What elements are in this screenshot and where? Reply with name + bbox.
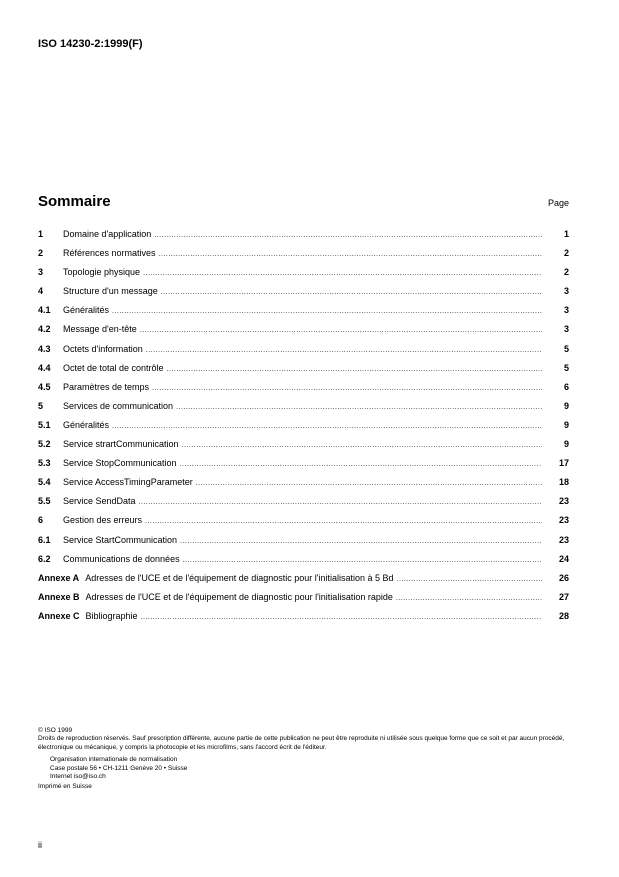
toc-entry-annex[interactable] (38, 611, 569, 630)
toc-leader-dots (154, 232, 542, 239)
toc-entry-label: Structure d'un message (63, 286, 158, 297)
toc-leader-dots (112, 423, 542, 430)
toc-entry-number: 5.1 (38, 419, 51, 430)
toc-entry-page: 5 (563, 343, 569, 354)
toc-entry[interactable] (38, 535, 569, 554)
toc-entry-page: 3 (563, 286, 569, 297)
toc-entry[interactable] (38, 458, 569, 477)
toc-entry[interactable] (38, 477, 569, 496)
toc-entry-label: Références normatives (63, 248, 156, 259)
toc-entry[interactable] (38, 248, 569, 267)
toc-leader-dots (176, 404, 542, 411)
toc-entry-number: 6 (38, 515, 44, 526)
toc-entry[interactable] (38, 439, 569, 458)
copyright-rights: Droits de reproduction réservés. Sauf prescription différente, aucune partie de cette publication ne peut être reproduite ni utilisée sous quelque forme que ce soit et par aucun procédé, électronique ou mécanique, y compris la photocopie et les microfilms, sans l'accord écrit de l'éditeur. (38, 735, 565, 751)
toc-entry-number: 6.2 (38, 553, 51, 564)
toc-leader-dots (146, 347, 542, 354)
toc-entry-page: 23 (558, 534, 569, 545)
toc-entry[interactable] (38, 324, 569, 343)
publisher-name: Organisation internationale de normalisation (50, 756, 178, 764)
page-number: ii (38, 840, 42, 850)
toc-entry-number: 5.3 (38, 458, 51, 469)
toc-entry[interactable] (38, 229, 569, 248)
toc-entry-page: 1 (563, 229, 569, 239)
toc-entry-page: 27 (558, 591, 569, 602)
toc-entry-page: 3 (563, 324, 569, 335)
toc-entry-number: 5.5 (38, 496, 51, 507)
toc-leader-dots (141, 614, 542, 621)
toc-leader-dots (145, 518, 542, 525)
toc-entry[interactable] (38, 267, 569, 286)
printed-in: Imprimé en Suisse (38, 783, 92, 791)
toc-entry-label: Topologie physique (63, 267, 141, 278)
toc-entry-label: Service StopCommunication (63, 458, 177, 469)
toc-leader-dots (167, 366, 542, 373)
toc-entry-number: 4.1 (38, 305, 51, 316)
toc-entry-page: 23 (558, 496, 569, 507)
toc-entry-label: Généralités (63, 419, 110, 430)
publisher-address (50, 756, 578, 781)
toc-entry[interactable] (38, 420, 569, 439)
toc-entry-page: 17 (558, 458, 569, 469)
toc-leader-dots (152, 385, 542, 392)
toc-leader-dots (143, 270, 542, 277)
toc-entry-number: 4.2 (38, 324, 51, 335)
toc-entry-label: Services de communication (63, 400, 174, 411)
toc-page-header: Page (547, 198, 569, 208)
toc-entry-page: 9 (563, 439, 569, 450)
toc-entry-page: 5 (563, 362, 569, 373)
toc-entry[interactable] (38, 305, 569, 324)
toc-leader-dots (182, 442, 542, 449)
toc-entry-number: 1 (38, 229, 44, 239)
toc-entry-page: 9 (563, 419, 569, 430)
toc-entry-page: 9 (563, 400, 569, 411)
publisher-internet[interactable]: Internet iso@iso.ch (50, 773, 106, 781)
toc-leader-dots (180, 461, 542, 468)
toc-entry[interactable] (38, 401, 569, 420)
toc-entry-number: Annexe A (38, 572, 80, 583)
toc-entry-number: 4.4 (38, 362, 51, 373)
publisher-postal: Case postale 56 • CH-1211 Genève 20 • Suisse (50, 764, 188, 772)
toc-entry-number: 4.3 (38, 343, 51, 354)
toc-entry-page: 6 (563, 381, 569, 392)
toc-entry[interactable] (38, 363, 569, 382)
toc-leader-dots (161, 289, 542, 296)
toc-entry-label: Octet de total de contrôle (63, 362, 164, 373)
toc-entry-label: Domaine d'application (63, 229, 152, 239)
toc-entry-label: Bibliographie (85, 610, 138, 621)
toc-entry[interactable] (38, 496, 569, 515)
toc-entry-label: Adresses de l'UCE et de l'équipement de diagnostic pour l'initialisation à 5 Bd (85, 572, 394, 583)
toc-entry-page: 24 (558, 553, 569, 564)
toc-entry-number: 4 (38, 286, 44, 297)
toc-leader-dots (139, 499, 542, 506)
toc-entry-label: Généralités (63, 305, 110, 316)
toc-entry[interactable] (38, 344, 569, 363)
toc-entry-label: Octets d'information (63, 343, 143, 354)
toc-entry-number: 5 (38, 400, 44, 411)
toc-entry[interactable] (38, 554, 569, 573)
toc-entry-number: 5.4 (38, 477, 51, 488)
toc-entry-page: 3 (563, 305, 569, 316)
toc-leader-dots (183, 557, 542, 564)
toc-title: Sommaire (38, 193, 111, 210)
toc-entry-page: 18 (558, 477, 569, 488)
toc-entry-label: Service AccessTimingParameter (63, 477, 193, 488)
toc-entry-label: Paramètres de temps (63, 381, 150, 392)
toc-entry-label: Service SendData (63, 496, 136, 507)
toc-entry-number: 5.2 (38, 439, 51, 450)
table-of-contents (38, 229, 569, 630)
toc-entry-label: Service strartCommunication (63, 439, 179, 450)
toc-leader-dots (397, 576, 542, 583)
toc-leader-dots (196, 480, 542, 487)
document-code: ISO 14230-2:1999(F) (38, 38, 143, 50)
toc-leader-dots (180, 538, 542, 545)
toc-leader-dots (396, 595, 542, 602)
toc-entry-label: Message d'en-tête (63, 324, 137, 335)
toc-entry-label: Communications de données (63, 553, 180, 564)
toc-entry[interactable] (38, 382, 569, 401)
toc-entry[interactable] (38, 286, 569, 305)
toc-entry-page: 2 (563, 248, 569, 259)
toc-entry-number: 2 (38, 248, 44, 259)
toc-entry[interactable] (38, 515, 569, 534)
copyright-block (38, 727, 578, 792)
toc-entry-number: 4.5 (38, 381, 51, 392)
toc-entry-number: 3 (38, 267, 44, 278)
copyright-line: © ISO 1999 (38, 727, 73, 734)
toc-entry-page: 28 (558, 610, 569, 621)
toc-entry-number: 6.1 (38, 534, 51, 545)
toc-entry-annex[interactable] (38, 592, 569, 611)
toc-entry-page: 26 (558, 572, 569, 583)
toc-leader-dots (159, 251, 542, 258)
toc-entry-number: Annexe B (38, 591, 80, 602)
toc-entry-annex[interactable] (38, 573, 569, 592)
toc-entry-label: Gestion des erreurs (63, 515, 143, 526)
toc-entry-number: Annexe C (38, 610, 80, 621)
toc-leader-dots (112, 308, 542, 315)
toc-entry-page: 2 (563, 267, 569, 278)
toc-entry-page: 23 (558, 515, 569, 526)
toc-entry-label: Adresses de l'UCE et de l'équipement de diagnostic pour l'initialisation rapide (85, 591, 393, 602)
toc-entry-label: Service StartCommunication (63, 534, 178, 545)
toc-leader-dots (140, 327, 542, 334)
